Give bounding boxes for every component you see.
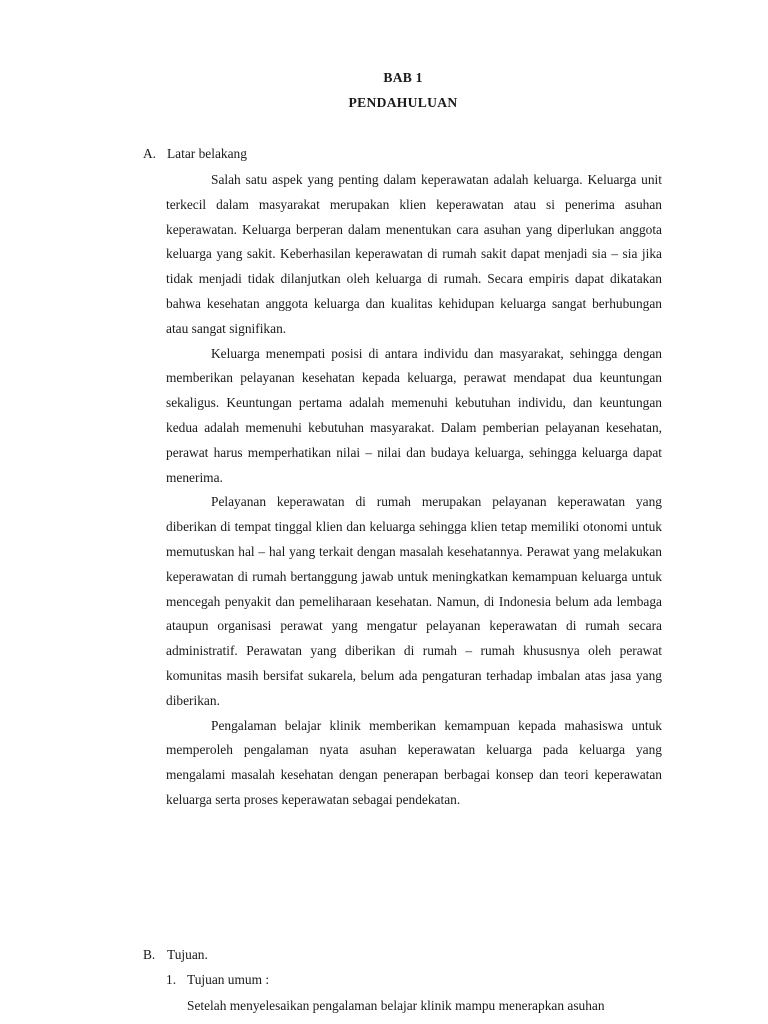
section-a-title: Latar belakang <box>167 146 247 161</box>
chapter-title: PENDAHULUAN <box>348 95 458 110</box>
subsection-title: Tujuan umum : <box>187 972 270 987</box>
chapter-number: BAB 1 <box>383 70 423 85</box>
paragraph-4: Pengalaman belajar klinik memberikan kemampuan kepada mahasiswa untuk memperoleh pengalaman nyata asuhan keperawatan keluarga pada keluarga yang mengalami masalah kesehatan dengan penerapan berbagai konsep dan teori keperawatan keluarga serta proses keperawatan sebagai pendekatan. <box>166 717 662 807</box>
section-a-marker: A. <box>143 146 157 161</box>
subsection-heading <box>166 972 269 988</box>
section-a-heading <box>143 146 247 162</box>
subsection-marker: 1. <box>166 972 177 987</box>
section-b-marker: B. <box>143 947 156 962</box>
partial-paragraph-line: Setelah menyelesaikan pengalaman belajar klinik mampu menerapkan asuhan <box>187 998 605 1013</box>
paragraph-2: Keluarga menempati posisi di antara individu dan masyarakat, sehingga dengan memberikan pelayanan kesehatan kepada keluarga, perawat mendapat dua keuntungan sekaligus. Keuntungan pertama adalah memenuhi kebutuhan individu, dan keuntungan kedua adalah memenuhi kebutuhan masyarakat. Dalam pemberian pelayanan kesehatan, perawat harus memperhatikan nilai – nilai dan budaya keluarga, sehingga keluarga dapat menerima. <box>166 345 662 485</box>
section-b-title: Tujuan. <box>167 947 208 962</box>
section-a-body <box>166 168 662 813</box>
section-b-heading <box>143 947 208 963</box>
paragraph-3: Pelayanan keperawatan di rumah merupakan pelayanan keperawatan yang diberikan di tempat tinggal klien dan keluarga sehingga klien tetap memiliki otonomi untuk memutuskan hal – hal yang terkait dengan masalah kesehatannya. Perawat yang melakukan keperawatan di rumah bertanggung jawab untuk meningkatkan kemampuan keluarga untuk mencegah penyakit dan pemeliharaan kesehatan. Namun, di Indonesia belum ada lembaga ataupun organisasi perawat yang mengatur pelayanan keperawatan di rumah secara administratif. Perawatan yang diberikan di rumah – rumah khususnya oleh perawat komunitas masih bersifat sukarela, belum ada pengaturan terhadap imbalan atas jasa yang diberikan. <box>166 494 662 708</box>
paragraph-1: Salah satu aspek yang penting dalam keperawatan adalah keluarga. Keluarga unit terkecil dalam masyarakat merupakan klien keperawatan atau si penerima asuhan keperawatan. Keluarga berperan dalam menentukan cara asuhan yang diperlukan anggota keluarga yang sakit. Keberhasilan keperawatan di rumah sakit dapat menjadi sia – sia jika tidak menjadi tidak dilanjutkan oleh keluarga di rumah. Secara empiris dapat dikatakan bahwa kesehatan anggota keluarga dan kualitas kehidupan keluarga sangat berhubungan atau sangat signifikan. <box>166 172 662 336</box>
